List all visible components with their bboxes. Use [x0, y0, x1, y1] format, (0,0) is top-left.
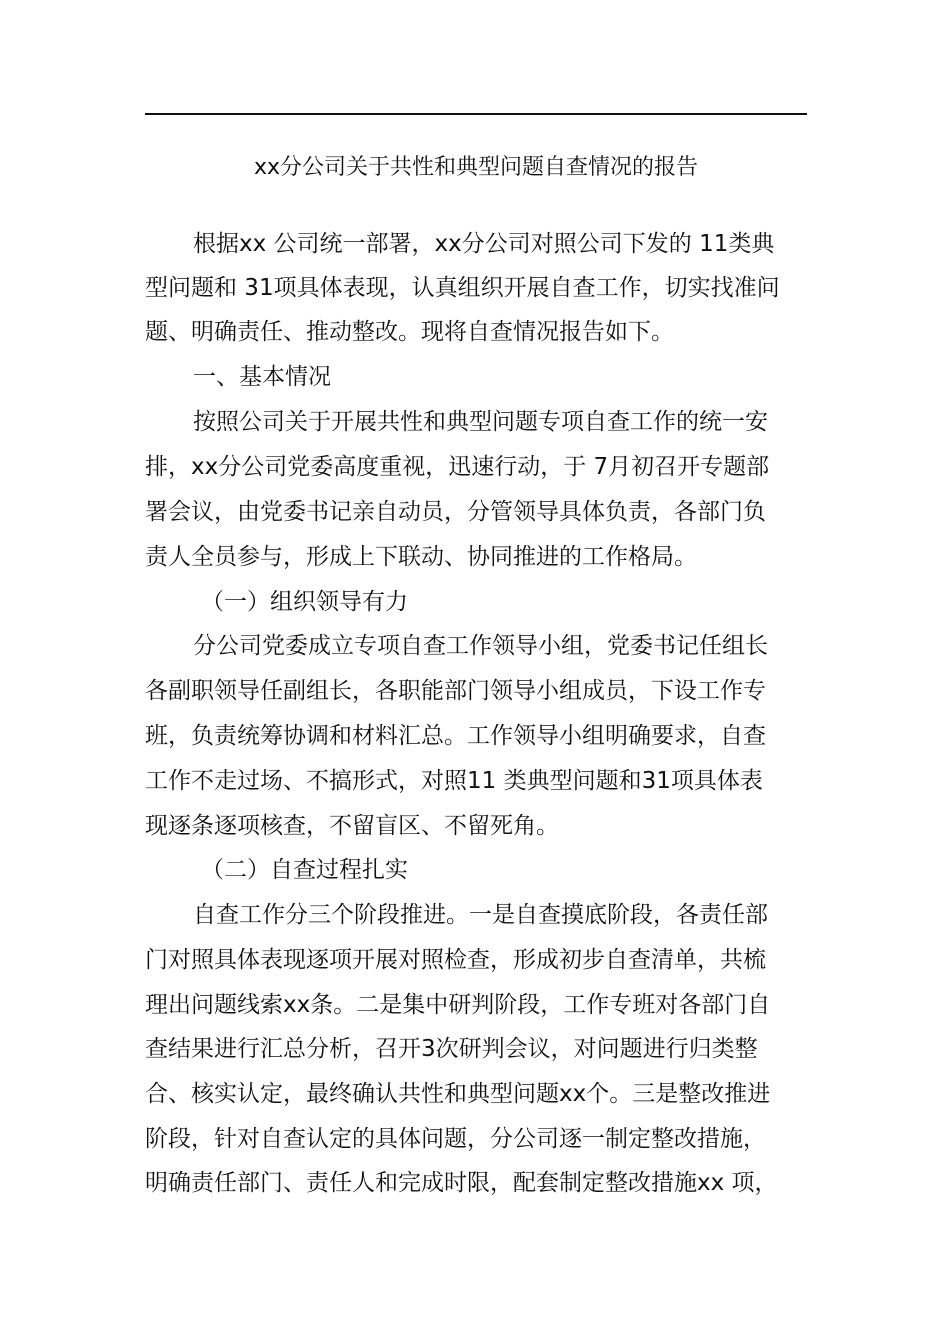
paragraph-line: 现逐条逐项核查，不留盲区、不留死角。 — [145, 813, 559, 839]
subsection-heading: （一）组织领导有力 — [201, 589, 408, 615]
document-title: xx分公司关于共性和典型问题自查情况的报告 — [253, 155, 699, 180]
paragraph-line: 根据xx 公司统一部署，xx分公司对照公司下发的 11类典 — [193, 231, 775, 257]
subsection-heading: （二）自查过程扎实 — [201, 857, 408, 883]
paragraph-line: 查结果进行汇总分析，召开3次研判会议，对问题进行归类整 — [145, 1036, 758, 1062]
paragraph-line: 班，负责统筹协调和材料汇总。工作领导小组明确要求，自查 — [145, 723, 766, 749]
paragraph-line: 按照公司关于开展共性和典型问题专项自查工作的统一安 — [193, 409, 768, 435]
section-heading: 一、基本情况 — [193, 364, 331, 390]
paragraph-line: 分公司党委成立专项自查工作领导小组，党委书记任组长 — [193, 633, 768, 659]
paragraph-line: 自查工作分三个阶段推进。一是自查摸底阶段，各责任部 — [193, 902, 768, 928]
paragraph-line: 明确责任部门、责任人和完成时限，配套制定整改措施xx 项， — [145, 1170, 778, 1196]
paragraph-line: 题、明确责任、推动整改。现将自查情况报告如下。 — [145, 319, 674, 345]
paragraph-line: 署会议，由党委书记亲自动员，分管领导具体负责，各部门负 — [145, 499, 766, 525]
paragraph-line: 责人全员参与，形成上下联动、协同推进的工作格局。 — [145, 544, 697, 570]
paragraph-line: 工作不走过场、不搞形式，对照11 类典型问题和31项具体表 — [145, 768, 763, 794]
paragraph-line: 门对照具体表现逐项开展对照检查，形成初步自查清单，共梳 — [145, 947, 766, 973]
paragraph-line: 各副职领导任副组长，各职能部门领导小组成员，下设工作专 — [145, 678, 766, 704]
paragraph-line: 排，xx分公司党委高度重视，迅速行动，于 7月初召开专题部 — [145, 454, 770, 480]
paragraph-line: 合、核实认定，最终确认共性和典型问题xx个。三是整改推进 — [145, 1081, 771, 1107]
header-rule — [145, 113, 807, 115]
paragraph-line: 型问题和 31项具体表现，认真组织开展自查工作，切实找准问 — [145, 275, 780, 301]
paragraph-line: 阶段，针对自查认定的具体问题，分公司逐一制定整改措施， — [145, 1126, 766, 1152]
paragraph-line: 理出问题线索xx条。二是集中研判阶段，工作专班对各部门自 — [145, 992, 771, 1018]
